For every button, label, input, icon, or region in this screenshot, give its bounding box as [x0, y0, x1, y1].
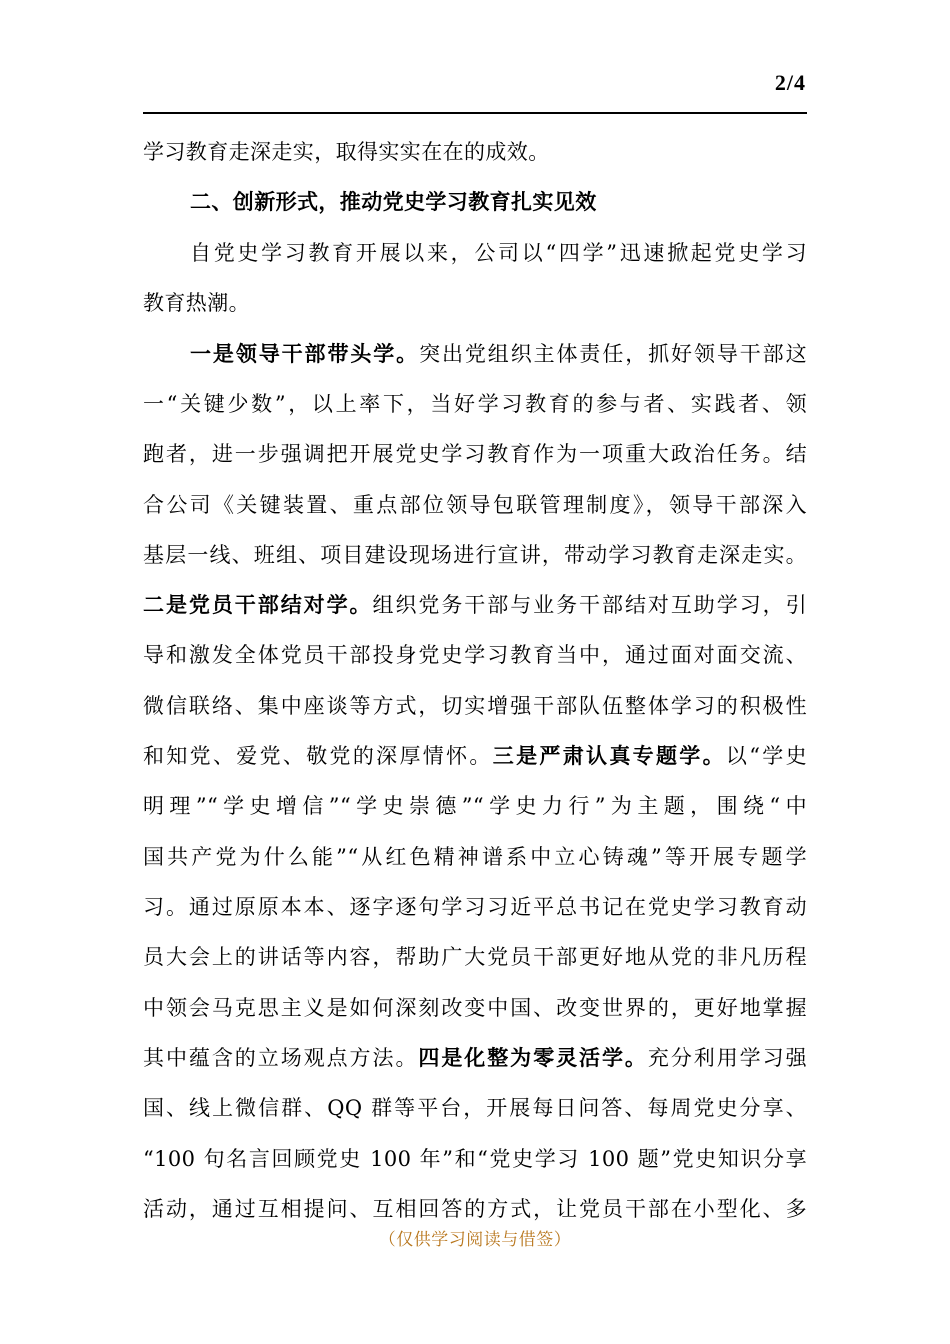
section-heading: [190, 187, 807, 217]
text-run: 员大会上的讲话等内容，帮助广大党员干部更好地从党的非凡历程: [143, 945, 807, 969]
text-line: [190, 339, 807, 369]
text-line: [143, 791, 807, 821]
text-line: [143, 892, 807, 922]
text-run: 国共产党为什么能”“从红色精神谱系中立心铸魂”等开展专题学: [143, 845, 807, 869]
text-run: 活动，通过互相提问、互相回答的方式，让党员干部在小型化、多: [143, 1197, 807, 1221]
bold-text-run: 二是党员干部结对学。: [143, 592, 373, 617]
text-line: [143, 1144, 807, 1174]
text-line: [143, 842, 807, 872]
footer-note: （仅供学习阅读与借签）: [378, 1230, 572, 1250]
text-line: [143, 640, 807, 670]
text-line: [143, 1194, 807, 1224]
text-line: [143, 540, 807, 570]
text-run: 基层一线、班组、项目建设现场进行宣讲，带动学习教育走深走实。: [143, 543, 807, 567]
bold-text-run: 四是化整为零灵活学。: [418, 1045, 648, 1070]
bold-text-run: 三是严肃认真专题学。: [492, 743, 726, 768]
text-line: [143, 1043, 807, 1073]
text-run: 组织党务干部与业务干部结对互助学习，引: [372, 593, 807, 617]
text-line: [143, 490, 807, 520]
text-line: [143, 1093, 807, 1123]
text-line: [143, 590, 807, 620]
text-line: [143, 741, 807, 771]
text-line: [190, 238, 807, 268]
text-line: [143, 942, 807, 972]
text-run: 合公司《关键装置、重点部位领导包联管理制度》，领导干部深入: [143, 493, 807, 517]
text-run: 导和激发全体党员干部投身党史学习教育当中，通过面对面交流、: [143, 643, 807, 667]
text-line: [143, 993, 807, 1023]
bold-text-run: 一是领导干部带头学。: [190, 341, 420, 366]
text-run: 跑者，进一步强调把开展党史学习教育作为一项重大政治任务。结: [143, 442, 807, 466]
text-run: “100 句名言回顾党史 100 年”和“党史学习 100 题”党史知识分享: [143, 1147, 807, 1171]
text-line: [143, 389, 807, 419]
bold-text-run: 二、创新形式，推动党史学习教育扎实见效: [190, 189, 597, 214]
text-run: 明理”“学史增信”“学史崇德”“学史力行”为主题，围绕“中: [143, 794, 807, 818]
text-run: 国、线上微信群、QQ 群等平台，开展每日问答、每周党史分享、: [143, 1096, 807, 1120]
text-line: [143, 691, 807, 721]
text-run: 和知党、爱党、敬党的深厚情怀。: [143, 744, 493, 768]
text-run: 微信联络、集中座谈等方式，切实增强干部队伍整体学习的积极性: [143, 694, 807, 718]
text-run: 突出党组织主体责任，抓好领导干部这: [419, 342, 807, 366]
text-run: 充分利用学习强: [647, 1046, 807, 1070]
text-run: 自党史学习教育开展以来，公司以“四学”迅速掀起党史学习: [190, 241, 807, 265]
text-run: 习。通过原原本本、逐字逐句学习习近平总书记在党史学习教育动: [143, 895, 807, 919]
text-run: 教育热潮。: [143, 291, 250, 315]
text-run: 学习教育走深走实，取得实实在在的成效。: [143, 140, 550, 164]
text-run: 一“关键少数”，以上率下，当好学习教育的参与者、实践者、领: [143, 392, 807, 416]
text-line: [143, 288, 807, 318]
text-run: 其中蕴含的立场观点方法。: [143, 1046, 419, 1070]
page-number: 2/4: [774, 70, 806, 95]
text-line: [143, 137, 807, 167]
text-line: [143, 439, 807, 469]
text-run: 以“学史: [725, 744, 808, 768]
text-run: 中领会马克思主义是如何深刻改变中国、改变世界的，更好地掌握: [143, 996, 807, 1020]
header-rule: [143, 112, 807, 114]
